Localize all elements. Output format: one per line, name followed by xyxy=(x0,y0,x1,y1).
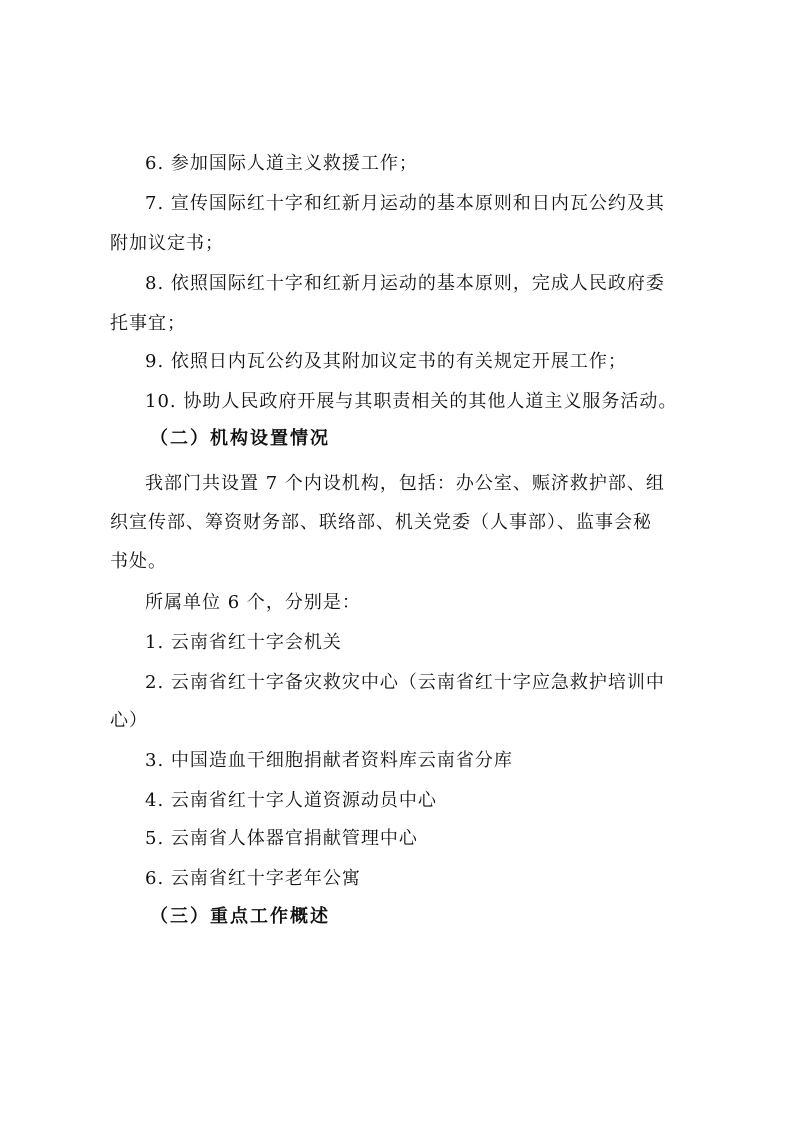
unit-item-5: 5. 云南省人体器官捐献管理中心 xyxy=(145,828,418,849)
list-item-6: 6. 参加国际人道主义救援工作； xyxy=(145,153,418,174)
list-item-7-continued: 附加议定书； xyxy=(110,233,224,254)
list-item-10: 10. 协助人民政府开展与其职责相关的其他人道主义服务活动。 xyxy=(145,391,678,412)
list-item-7: 7. 宣传国际红十字和红新月运动的基本原则和日内瓦公约及其 xyxy=(145,193,665,214)
paragraph-line: 我部门共设置 7 个内设机构，包括：办公室、赈济救护部、组 xyxy=(145,473,665,494)
section-heading-3: （三）重点工作概述 xyxy=(150,906,330,927)
unit-item-6: 6. 云南省红十字老年公寓 xyxy=(145,868,361,889)
list-item-8-continued: 托事宜； xyxy=(110,313,186,334)
paragraph-line: 书处。 xyxy=(110,551,167,572)
unit-item-4: 4. 云南省红十字人道资源动员中心 xyxy=(145,790,437,811)
unit-item-2: 2. 云南省红十字备灾救灾中心（云南省红十字应急救护培训中 xyxy=(145,672,665,693)
unit-item-2-continued: 心） xyxy=(110,710,148,731)
unit-item-1: 1. 云南省红十字会机关 xyxy=(145,632,342,653)
unit-item-3: 3. 中国造血干细胞捐献者资料库云南省分库 xyxy=(145,750,513,771)
section-heading-2: （二）机构设置情况 xyxy=(150,428,330,449)
paragraph-line: 所属单位 6 个，分别是： xyxy=(145,592,361,613)
list-item-8: 8. 依照国际红十字和红新月运动的基本原则，完成人民政府委 xyxy=(145,273,665,294)
list-item-9: 9. 依照日内瓦公约及其附加议定书的有关规定开展工作； xyxy=(145,351,627,372)
paragraph-line: 织宣传部、筹资财务部、联络部、机关党委（人事部）、监事会秘 xyxy=(110,512,652,533)
